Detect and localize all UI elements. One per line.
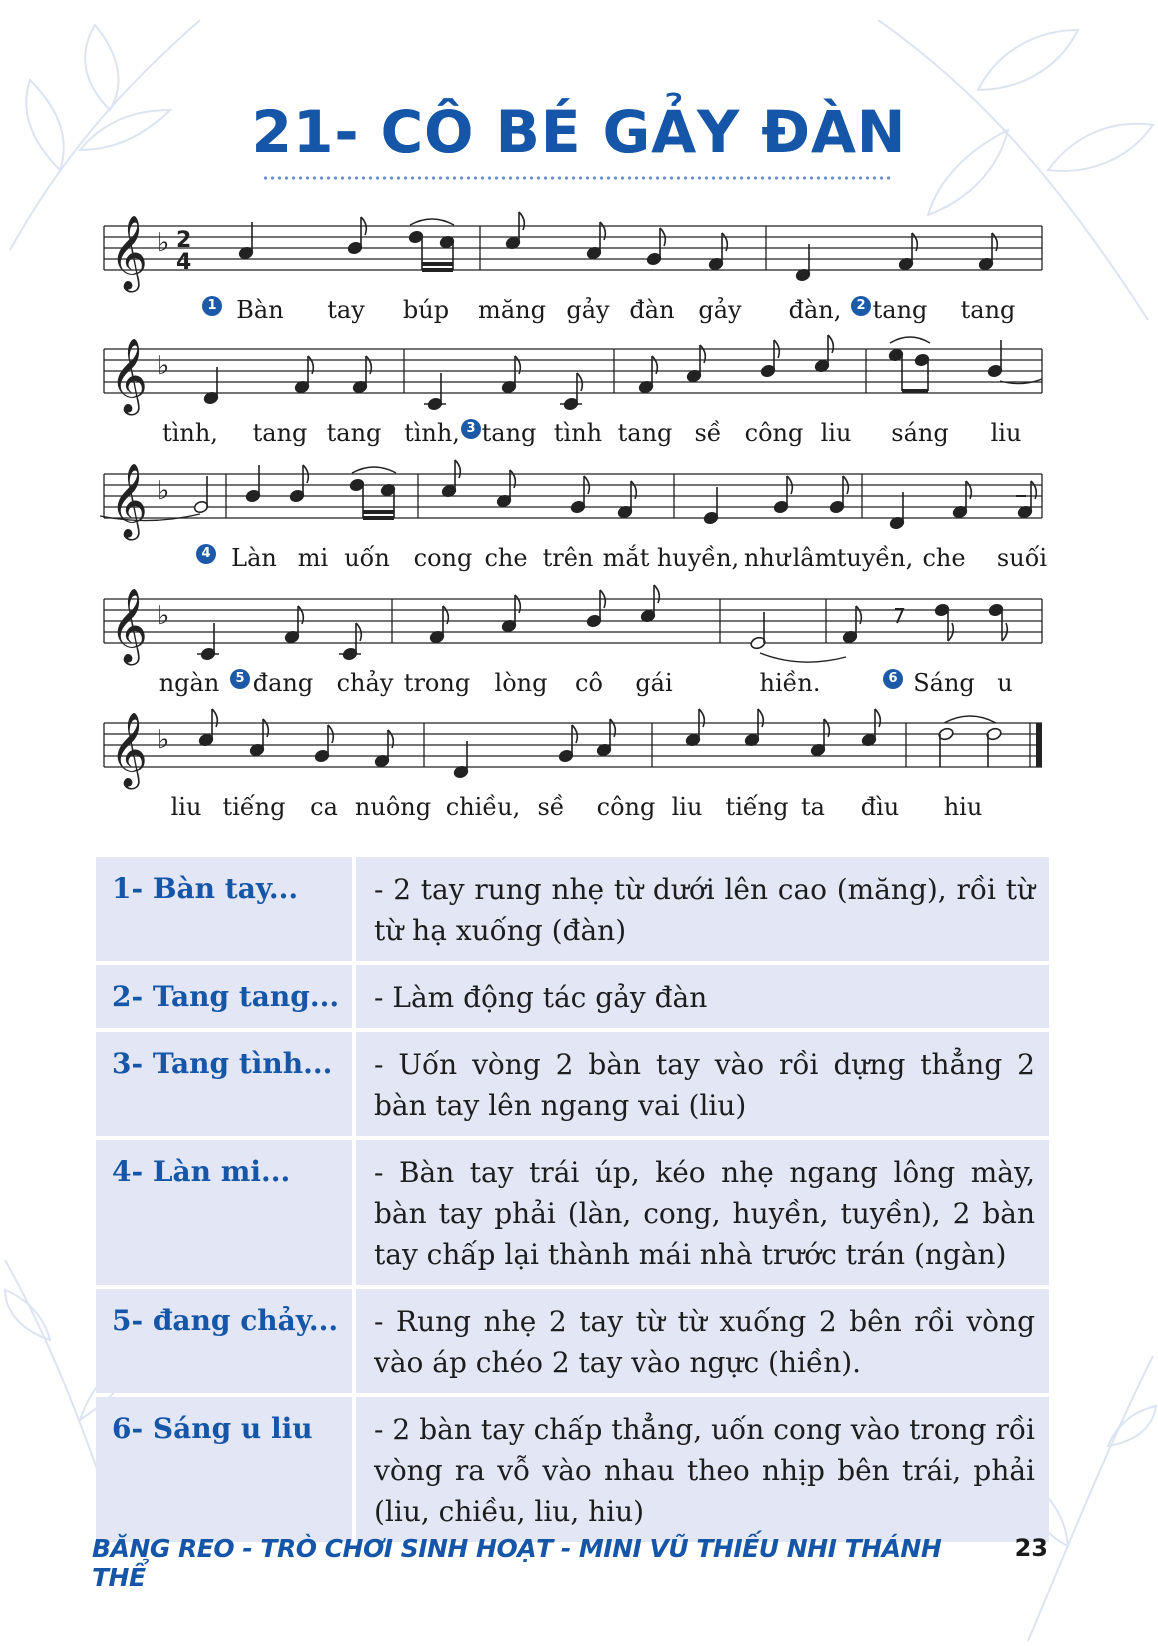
music-system-4 xyxy=(0,583,1158,713)
table-row xyxy=(96,1140,1049,1285)
flat-key-signature: ♭ xyxy=(157,601,170,631)
staff-1 xyxy=(0,210,1158,300)
treble-clef: 𝄞 xyxy=(110,339,148,413)
final-barline xyxy=(1036,723,1042,767)
syllable: liu xyxy=(170,793,202,821)
syllable: trong xyxy=(403,669,471,697)
music-system-1 xyxy=(0,210,1158,340)
syllable: tang xyxy=(617,419,673,447)
move-name: 5- đang chảy... xyxy=(96,1289,356,1393)
lyrics-line-3 xyxy=(0,544,1158,574)
syllable: tuyền, xyxy=(836,544,914,572)
syllable: công xyxy=(744,419,804,447)
staff-5 xyxy=(0,707,1158,797)
syllable: liu xyxy=(990,419,1022,447)
time-signature-top: 2 xyxy=(176,228,192,253)
syllable: liu xyxy=(671,793,703,821)
syllable: trên xyxy=(542,544,594,572)
verse-marker-5: 5 xyxy=(230,669,250,689)
verse-marker-4: 4 xyxy=(196,544,216,564)
verse-marker-3: 3 xyxy=(461,419,481,439)
treble-clef: 𝄞 xyxy=(110,589,148,663)
notes xyxy=(100,460,1036,530)
move-description: - Rung nhẹ 2 tay từ từ xuống 2 bên rồi vòng vào áp chéo 2 tay vào ngực (hiền). xyxy=(356,1289,1049,1393)
verse-marker-6: 6 xyxy=(883,669,903,689)
syllable: liu xyxy=(820,419,852,447)
move-name: 6- Sáng u liu xyxy=(96,1397,356,1542)
table-row xyxy=(96,1289,1049,1393)
syllable: gảy xyxy=(566,296,610,324)
syllable: cô xyxy=(575,669,603,697)
syllable: chảy xyxy=(336,669,394,697)
syllable: cong xyxy=(413,544,473,572)
syllable: tang xyxy=(481,419,537,447)
notes xyxy=(198,709,1002,779)
treble-clef: 𝄞 xyxy=(110,464,148,538)
syllable: đang xyxy=(252,669,314,697)
syllable: sề xyxy=(694,419,722,447)
syllable: măng xyxy=(478,296,546,324)
move-name: 3- Tang tình... xyxy=(96,1032,356,1136)
syllable: hiu xyxy=(943,793,983,821)
flat-key-signature: ♭ xyxy=(157,351,170,381)
syllable: tiếng xyxy=(725,793,789,821)
syllable: ca xyxy=(310,793,338,821)
syllable: gái xyxy=(635,669,673,697)
syllable: chiều, xyxy=(445,793,521,821)
syllable: Sáng xyxy=(913,669,975,697)
syllable: che xyxy=(484,544,528,572)
syllable: tình, xyxy=(162,419,218,447)
music-system-5 xyxy=(0,707,1158,837)
lyrics-line-4 xyxy=(0,669,1158,699)
syllable: búp xyxy=(402,296,450,324)
treble-clef: 𝄞 xyxy=(110,713,148,787)
syllable: hiền. xyxy=(759,669,821,697)
syllable: Làn xyxy=(231,544,277,572)
syllable: ta xyxy=(801,793,825,821)
time-signature-bottom: 4 xyxy=(176,250,192,275)
page-number: 23 xyxy=(1014,1534,1048,1562)
syllable: tang xyxy=(326,419,382,447)
staff-2 xyxy=(0,333,1158,423)
treble-clef: 𝄞 xyxy=(110,216,148,290)
notes xyxy=(238,212,997,282)
syllable: tang xyxy=(960,296,1016,324)
syllable: tang xyxy=(252,419,308,447)
syllable: mi xyxy=(297,544,329,572)
move-name: 4- Làn mi... xyxy=(96,1140,356,1285)
syllable: tay xyxy=(327,296,365,324)
move-description: - Làm động tác gảy đàn xyxy=(356,965,1049,1028)
notes xyxy=(197,585,1007,662)
move-name: 1- Bàn tay... xyxy=(96,857,356,961)
syllable: lòng xyxy=(494,669,548,697)
syllable: huyền, xyxy=(656,544,740,572)
syllable: như xyxy=(743,544,791,572)
dance-moves-table xyxy=(96,853,1049,1546)
syllable: đàn xyxy=(629,296,675,324)
syllable: đàn, xyxy=(788,296,842,324)
syllable: u xyxy=(997,669,1013,697)
flat-key-signature: ♭ xyxy=(157,228,170,258)
music-system-3 xyxy=(0,458,1158,588)
song-title: 21- CÔ BÉ GẢY ĐÀN xyxy=(251,98,907,166)
syllable: Bàn xyxy=(236,296,284,324)
verse-marker-2: 2 xyxy=(851,296,871,316)
music-system-2 xyxy=(0,333,1158,463)
syllable: sáng xyxy=(891,419,949,447)
syllable: uốn xyxy=(344,544,390,572)
staff-3 xyxy=(0,458,1158,548)
move-name: 2- Tang tang... xyxy=(96,965,356,1028)
syllable: tình, xyxy=(404,419,460,447)
syllable: tình xyxy=(553,419,603,447)
syllable: đìu xyxy=(860,793,900,821)
syllable: tang xyxy=(872,296,928,324)
syllable: suối xyxy=(996,544,1048,572)
move-description: - 2 bàn tay chấp thẳng, uốn cong vào trong rồi vòng ra vỗ vào nhau theo nhịp bên trái, phải (liu, chiều, liu, hiu) xyxy=(356,1397,1049,1542)
move-description: - 2 tay rung nhẹ từ dưới lên cao (măng), rồi từ từ hạ xuống (đàn) xyxy=(356,857,1049,961)
syllable: lâm xyxy=(792,544,838,572)
verse-marker-1: 1 xyxy=(202,296,222,316)
table-row xyxy=(96,1397,1049,1542)
syllable: ngàn xyxy=(158,669,220,697)
move-description: - Bàn tay trái úp, kéo nhẹ ngang lông mày, bàn tay phải (làn, cong, huyền, tuyền), 2 bàn tay chấp lại thành mái nhà trước trán (ngàn) xyxy=(356,1140,1049,1285)
syllable: nuông xyxy=(354,793,432,821)
lyrics-line-5 xyxy=(0,793,1158,823)
table-row xyxy=(96,1032,1049,1136)
title-underline xyxy=(262,174,892,182)
table-row xyxy=(96,965,1049,1028)
table-row xyxy=(96,857,1049,961)
move-description: - Uốn vòng 2 bàn tay vào rồi dựng thẳng 2 bàn tay lên ngang vai (liu) xyxy=(356,1032,1049,1136)
syllable: công xyxy=(596,793,656,821)
book-footer-title: BĂNG REO - TRÒ CHƠI SINH HOẠT - MINI VŨ THIẾU NHI THÁNH THỂ xyxy=(92,1534,942,1592)
syllable: gảy xyxy=(698,296,742,324)
staff-4 xyxy=(0,583,1158,673)
lyrics-line-1 xyxy=(0,296,1158,326)
syllable: mắt xyxy=(602,544,650,572)
syllable: sề xyxy=(537,793,565,821)
syllable: che xyxy=(922,544,966,572)
flat-key-signature: ♭ xyxy=(157,476,170,506)
lyrics-line-2 xyxy=(0,419,1158,449)
notes xyxy=(203,335,1042,411)
syllable: tiếng xyxy=(222,793,286,821)
flat-key-signature: ♭ xyxy=(157,725,170,755)
